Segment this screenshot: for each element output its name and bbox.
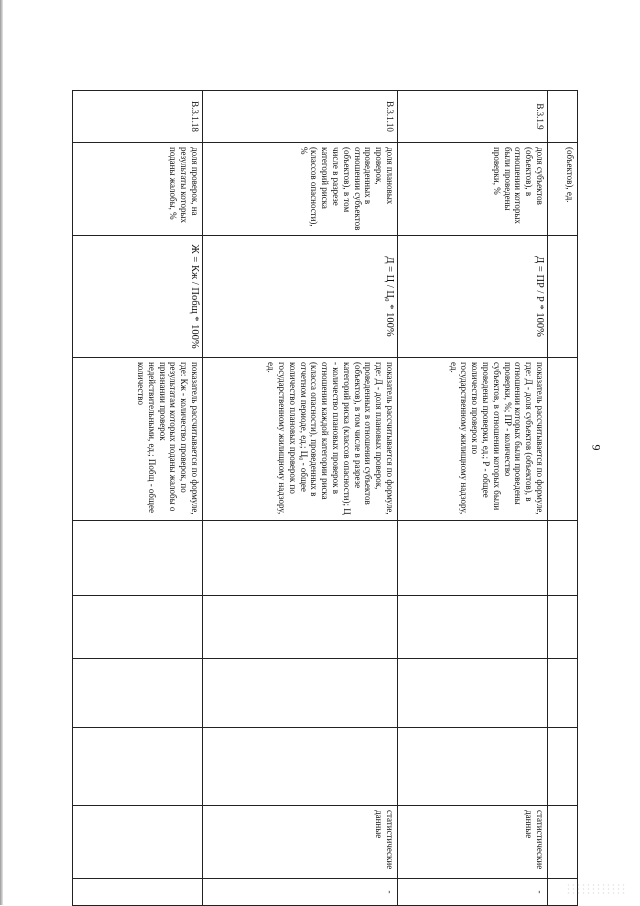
table-cell-dash: - [398,879,548,906]
table-cell-description [548,358,578,521]
table-cell-empty [548,521,578,596]
table-cell-name: доля проверок, на результаты которых поданы жалобы, % [73,143,203,236]
table-cell-empty [398,521,548,596]
indicators-table [72,90,578,906]
table-cell-code: В.3.1.9 [398,91,548,143]
table-cell-empty [398,596,548,659]
table-cell-empty [203,728,398,806]
table-cell-name: доля плановых проверок, проведенных в отношении субъектов (объектов), в том числе в разрезе категорий риска (классов опасности), % [203,143,398,236]
page-number: 9 [589,444,604,451]
rotated-table-wrapper [73,90,578,905]
table-row [73,91,203,906]
table-cell-empty [203,521,398,596]
scan-edge-shadow [0,0,3,905]
table-cell-formula [548,236,578,358]
table-cell-empty [548,728,578,806]
table-cell-empty [73,521,203,596]
formula-text: Ж = Кж / Побщ * 100% [189,244,200,349]
table-cell-empty [548,659,578,728]
table-row [548,91,578,906]
formula-text: Д = Ц / Ц₀ * 100% [384,256,395,337]
table-cell-source [548,806,578,879]
table-cell-source: статистические данные [203,806,398,879]
table-cell-source: статистические данные [398,806,548,879]
table-cell-code [548,91,578,143]
table-cell-description: показатель рассчитывается по формуле, где: Д - доля плановых проверок, проведенных в отношении субъектов (объектов), в том числе в разрезе категорий риска (классов опасности); Ц - количество плановых проверок в отношении каждой категории риска (класса опасности), проведенных в отчетном периоде, ед.; Ц₀ - общее количество плановых проверок по государственному жилищному надзору, ед. [203,358,398,521]
table-cell-empty [548,596,578,659]
table-cell-empty [398,659,548,728]
scan-noise [566,883,626,895]
table-cell-formula [398,236,548,358]
table-cell-empty [73,659,203,728]
table-row [398,91,548,906]
table-cell-empty [73,596,203,659]
table-cell-dash: - [203,879,398,906]
table-cell-code: В.3.1.10 [203,91,398,143]
table-cell-code: В.3.1.18 [73,91,203,143]
table-cell-formula [203,236,398,358]
formula-text: Д = ПР / Р * 100% [534,256,545,337]
table-cell-empty [203,659,398,728]
table-cell-formula [73,236,203,358]
table-cell-source [73,806,203,879]
table-cell-empty [398,728,548,806]
table-cell-description: показатель рассчитывается по формуле, где: Д - доля субъектов (объектов), в отношении которых были проведены проверки, %; ПР - количество субъектов, в отношении которых были проведены проверки, ед.; Р - общее количество проверок по государственному жилищному надзору, ед. [398,358,548,521]
table-cell-empty [203,596,398,659]
table-cell-empty [73,728,203,806]
table-row [203,91,398,906]
table-cell-description: показатель рассчитывается по формуле, где: Кж - количество проверок, по результатам которых поданы жалобы о признании проверок недействительными, ед.; Побщ - общее количество [73,358,203,521]
table-cell-name: (объектов), ед. [548,143,578,236]
table-cell-dash [73,879,203,906]
table-cell-name: доля субъектов (объектов), в отношении которых были проведены проверки, % [398,143,548,236]
